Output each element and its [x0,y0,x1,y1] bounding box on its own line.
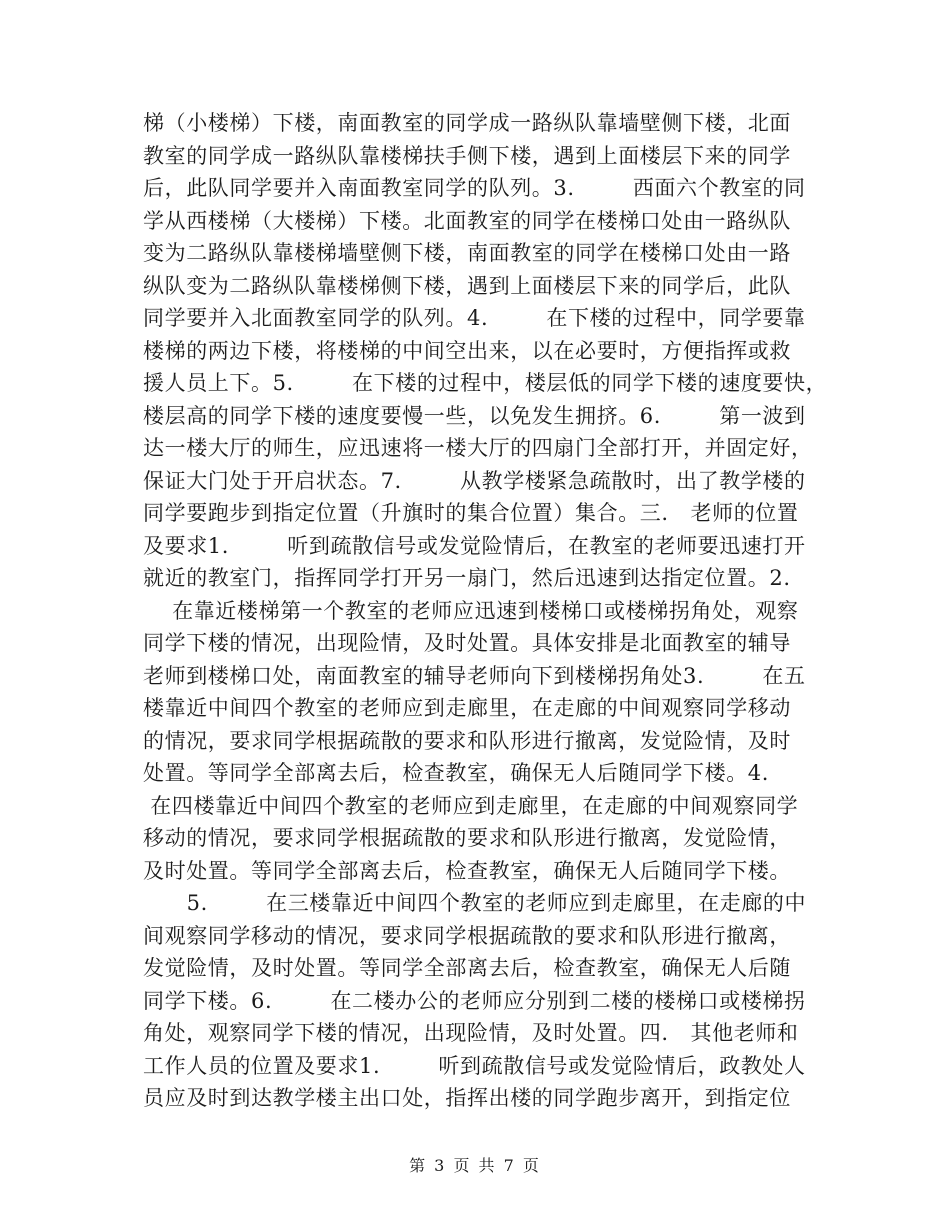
text-line: 援人员上下。5. 在下楼的过程中，楼层低的同学下楼的速度要快， [143,371,828,395]
text-line: 在靠近楼梯第一个教室的老师应迅速到楼梯口或楼梯拐角处，观察 [143,598,799,623]
text-line: 发觉险情，及时处置。等同学全部离去后，检查教室，确保无人后随 [143,956,791,980]
text-line: 的情况，要求同学根据疏散的要求和队形进行撤离，发觉险情，及时 [143,728,791,753]
text-line: 纵队变为二路纵队靠楼梯侧下楼，遇到上面楼层下来的同学后，此队 [143,273,791,298]
text-line: 学从西楼梯（大楼梯）下楼。北面教室的同学在楼梯口处由一路纵队 [143,208,791,233]
text-line: 楼靠近中间四个教室的老师应到走廊里，在走廊的中间观察同学移动 [143,696,791,720]
body-text [143,107,828,1115]
text-line: 后，此队同学要并入南面教室同学的队列。3. 西面六个教室的同 [143,176,806,200]
text-line: 员应及时到达教学楼主出口处，指挥出楼的同学跑步离开，到指定位 [143,1086,791,1110]
text-line: 保证大门处于开启状态。7. 从教学楼紧急疏散时，出了教学楼的 [143,468,806,493]
text-line: 教室的同学成一路纵队靠楼梯扶手侧下楼，遇到上面楼层下来的同学 [143,143,791,168]
text-line: 梯（小楼梯）下楼，南面教室的同学成一路纵队靠墙壁侧下楼，北面 [143,111,791,135]
text-line: 同学要并入北面教室同学的队列。4. 在下楼的过程中，同学要靠 [143,306,806,330]
text-line: 变为二路纵队靠楼梯墙壁侧下楼，南面教室的同学在楼梯口处由一路 [143,241,791,265]
text-line: 移动的情况，要求同学根据疏散的要求和队形进行撤离，发觉险情， [143,826,791,850]
text-line: 就近的教室门，指挥同学打开另一扇门，然后迅速到达指定位置。2. [143,566,791,590]
text-line: 处置。等同学全部离去后，检查教室，确保无人后随同学下楼。4. [143,761,770,785]
text-line: 同学下楼。6. 在二楼办公的老师应分别到二楼的楼梯口或楼梯拐 [143,988,806,1013]
text-line: 老师到楼梯口处，南面教室的辅导老师向下到楼梯拐角处3. 在五 [143,663,806,688]
text-line: 在四楼靠近中间四个教室的老师应到走廊里，在走廊的中间观察同学 [143,793,799,818]
text-line: 同学要跑步到指定位置（升旗时的集合位置）集合。三. 老师的位置 [143,501,799,525]
text-line: 楼梯的两边下楼，将楼梯的中间空出来，以在必要时，方便指挥或救 [143,338,791,363]
text-line: 及要求1. 听到疏散信号或发觉险情后，在教室的老师要迅速打开 [143,533,806,558]
text-line: 达一楼大厅的师生，应迅速将一楼大厅的四扇门全部打开，并固定好， [143,436,813,460]
text-line: 间观察同学移动的情况，要求同学根据疏散的要求和队形进行撤离， [143,923,791,948]
text-line: 同学下楼的情况，出现险情，及时处置。具体安排是北面教室的辅导 [143,631,791,655]
text-line: 楼层高的同学下楼的速度要慢一些，以免发生拥挤。6. 第一波到 [143,403,806,428]
text-line: 5. 在三楼靠近中间四个教室的老师应到走廊里，在走廊的中 [143,891,807,915]
text-line: 工作人员的位置及要求1. 听到疏散信号或发觉险情后，政教处人 [143,1053,806,1078]
page-number-footer: 第 3 页 共 7 页 [409,1156,541,1175]
text-line: 角处，观察同学下楼的情况，出现险情，及时处置。四. 其他老师和 [143,1021,799,1045]
text-line: 及时处置。等同学全部离去后，检查教室，确保无人后随同学下楼。 [143,858,791,883]
